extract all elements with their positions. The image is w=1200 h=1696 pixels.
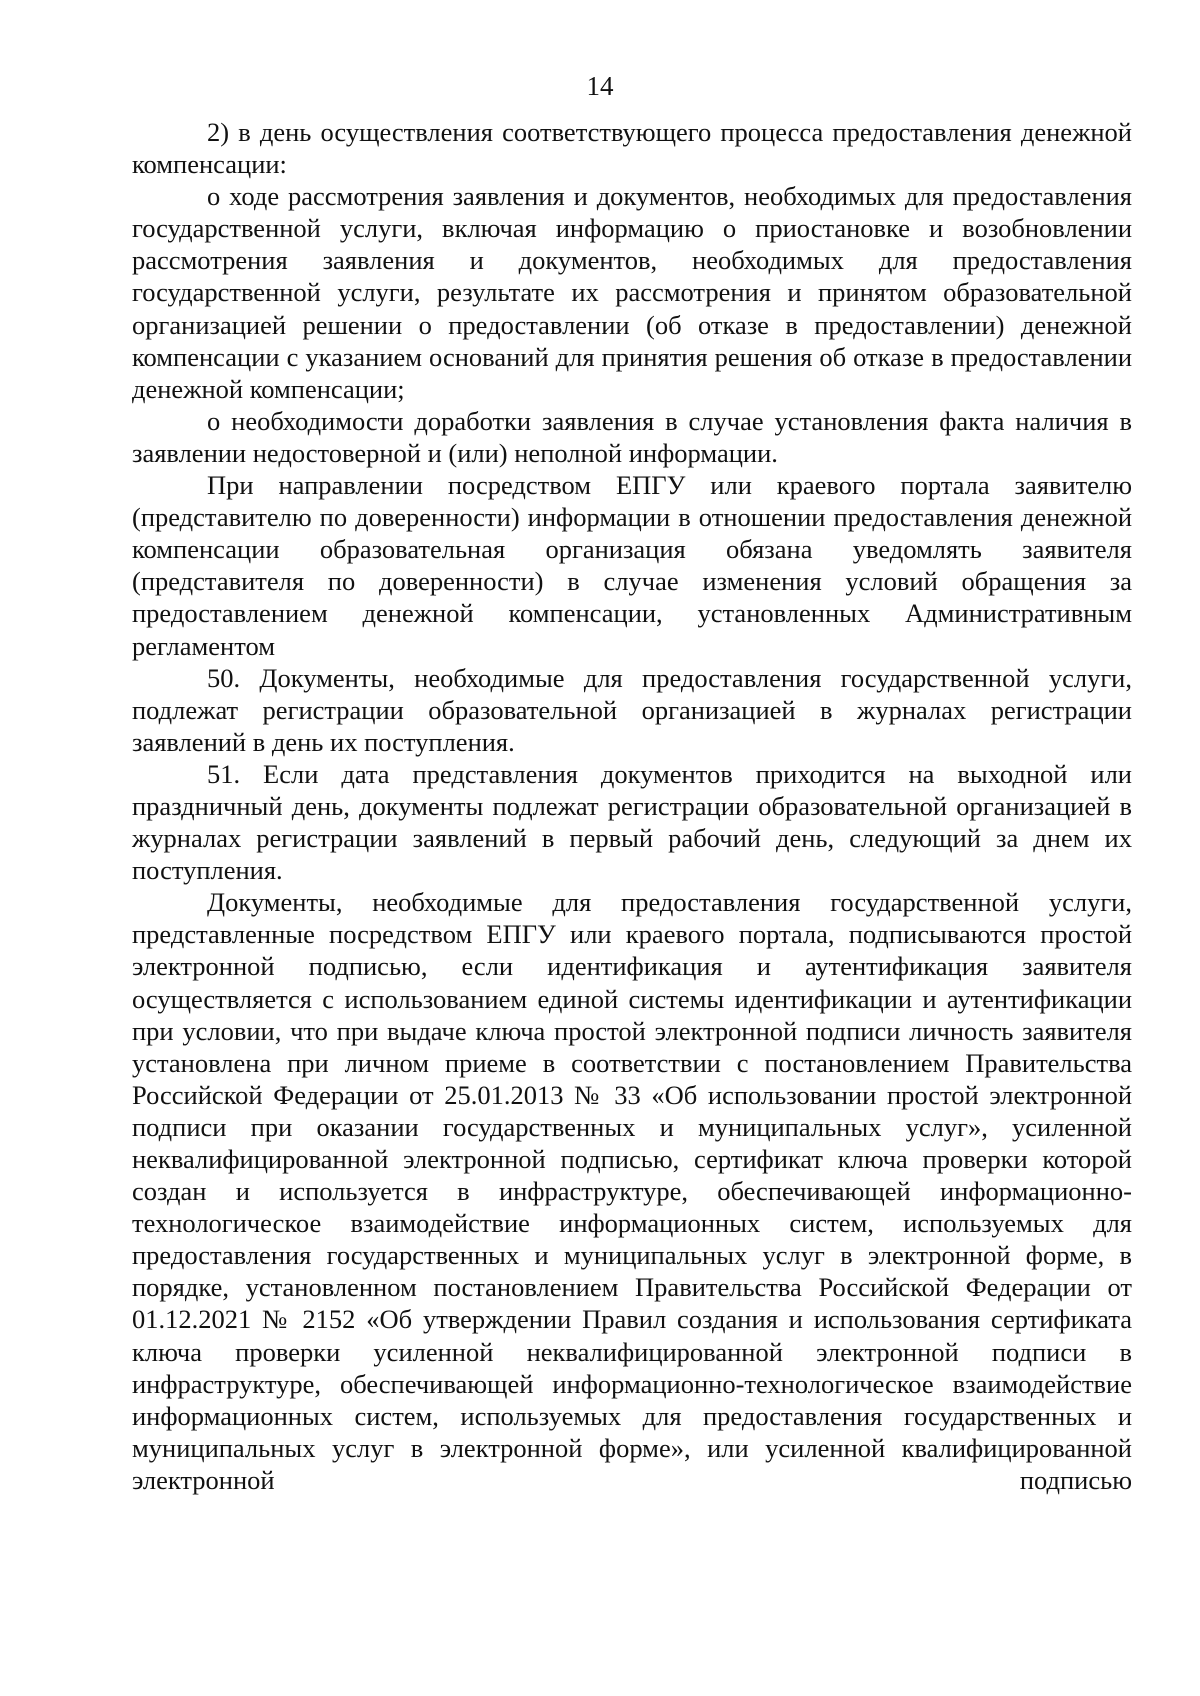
paragraph-notification-day: 2) в день осуществления соответствующего процесса предоставления денежной компенсации: [132, 117, 1132, 180]
paragraph-item-51: 51. Если дата представления документов приходится на выходной или праздничный день, документы подлежат регистрации образовательной организацией в журналах регистрации заявлений в первый рабочий день, следующий за днем их поступления. [132, 758, 1132, 886]
paragraph-review-progress: о ходе рассмотрения заявления и документов, необходимых для предоставления государственной услуги, включая информацию о приостановке и возобновлении рассмотрения заявления и документов, необходимых для предоставления государственной услуги, результате их рассмотрения и принятом образовательной организацией решении о предоставлении (об отказе в предоставлении) денежной компенсации с указанием оснований для принятия решения об отказе в предоставлении денежной компенсации; [132, 181, 1132, 404]
paragraph-electronic-signature: Документы, необходимые для предоставления государственной услуги, представленные посредством ЕПГУ или краевого портала, подписываются простой электронной подписью, если идентификация и аутентификация заявителя осуществляется с использованием единой системы идентификации и аутентификации при условии, что при выдаче ключа простой электронной подписи личность заявителя установлена при личном приеме в соответствии с постановлением Правительства Российской Федерации от 25.01.2013 № 33 «Об использовании простой электронной подписи при оказании государственных и муниципальных услуг», усиленной неквалифицированной электронной подписью, сертификат ключа проверки которой создан и используется в инфраструктуре, обеспечивающей информационно-технологическое взаимодействие информационных систем, используемых для предоставления государственных и муниципальных услуг в электронной форме, в порядке, установленном постановлением Правительства Российской Федерации от 01.12.2021 № 2152 «Об утверждении Правил создания и использования сертификата ключа проверки усиленной неквалифицированной электронной подписи в инфраструктуре, обеспечивающей информационно-технологическое взаимодействие информационных систем, используемых для предоставления государственных и муниципальных услуг в электронной форме», или усиленной квалифицированной электронной подписью [132, 887, 1132, 1495]
document-body [132, 116, 1132, 1496]
page-number: 14 [586, 71, 614, 101]
paragraph-item-50: 50. Документы, необходимые для предоставления государственной услуги, подлежат регистрации образовательной организацией в журналах регистрации заявлений в день их поступления. [132, 662, 1132, 757]
paragraph-revision-need: о необходимости доработки заявления в случае установления факта наличия в заявлении недостоверной и (или) неполной информации. [132, 405, 1132, 468]
paragraph-portal-notification: При направлении посредством ЕПГУ или краевого портала заявителю (представителю по доверенности) информации в отношении предоставления денежной компенсации образовательная организация обязана уведомлять заявителя (представителя по доверенности) в случае изменения условий обращения за предоставлением денежной компенсации, установленных Административным регламентом [132, 470, 1132, 661]
